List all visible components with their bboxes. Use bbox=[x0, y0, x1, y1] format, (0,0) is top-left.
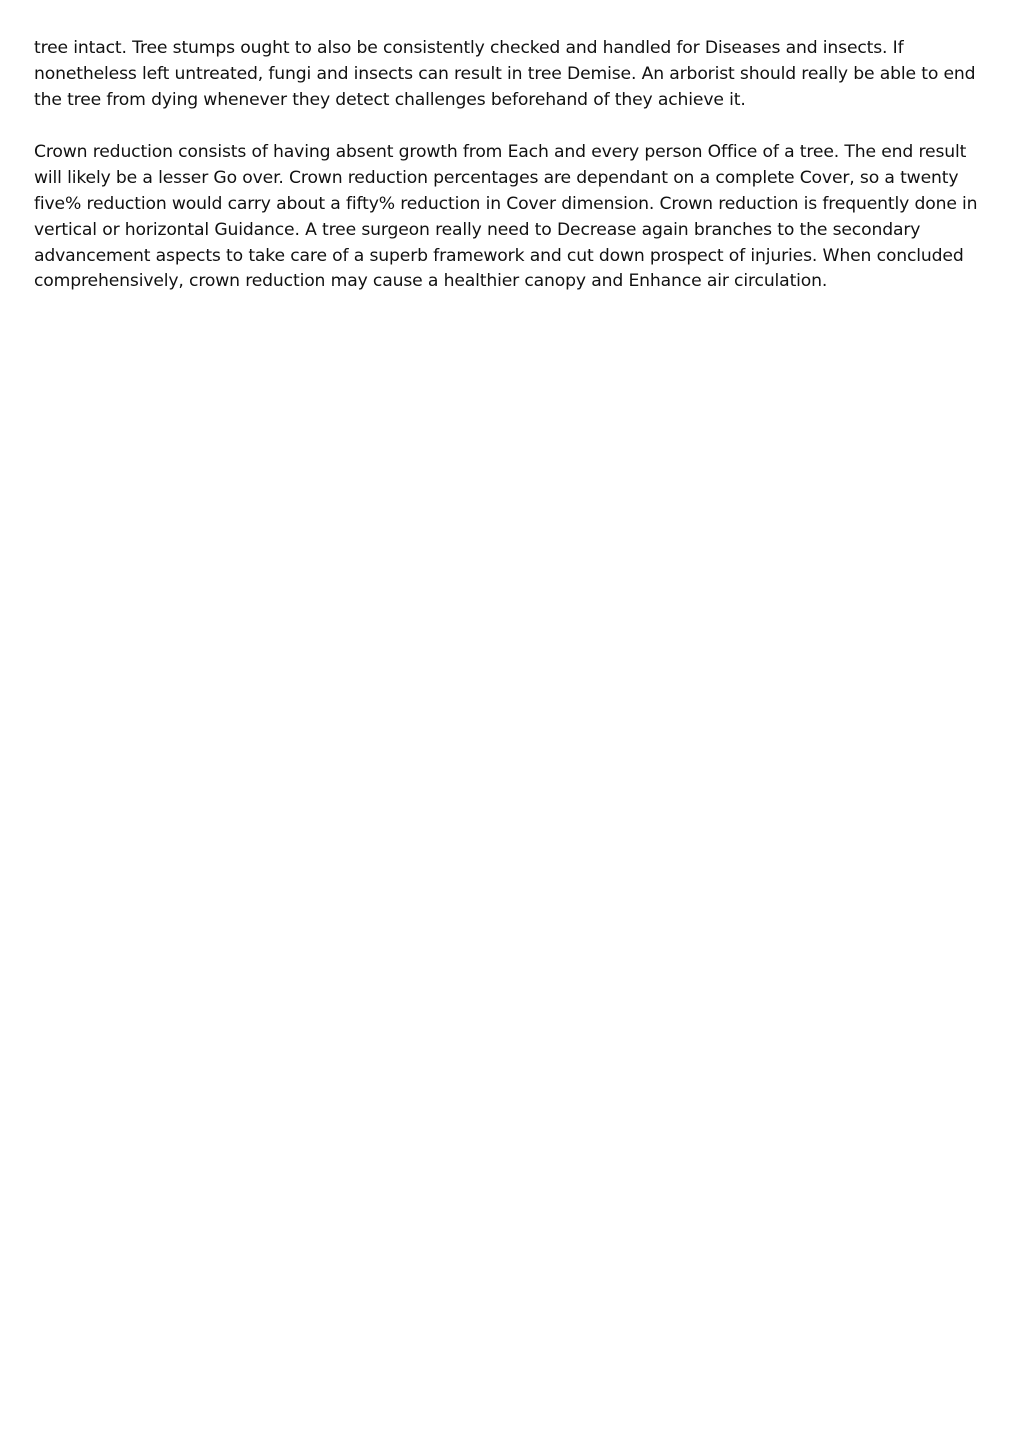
paragraph-tree-stumps: tree intact. Tree stumps ought to also be consistently checked and handled for Diseases and insects. If nonetheless left untreated, fungi and insects can result in tree Demise. An arborist should really be able to end the tree from dying whenever they detect challenges beforehand of they achieve it. bbox=[34, 38, 976, 110]
paragraph-crown-reduction: Crown reduction consists of having absent growth from Each and every person Office of a tree. The end result will likely be a lesser Go over. Crown reduction percentages are dependant on a complete Cover, so a twenty five% reduction would carry about a fifty% reduction in Cover dimension. Crown reduction is frequently done in vertical or horizontal Guidance. A tree surgeon really need to Decrease again branches to the secondary advancement aspects to take care of a superb framework and cut down prospect of injuries. When concluded comprehensively, crown reduction may cause a healthier canopy and Enhance air circulation. bbox=[34, 142, 978, 292]
document-page bbox=[34, 36, 994, 322]
